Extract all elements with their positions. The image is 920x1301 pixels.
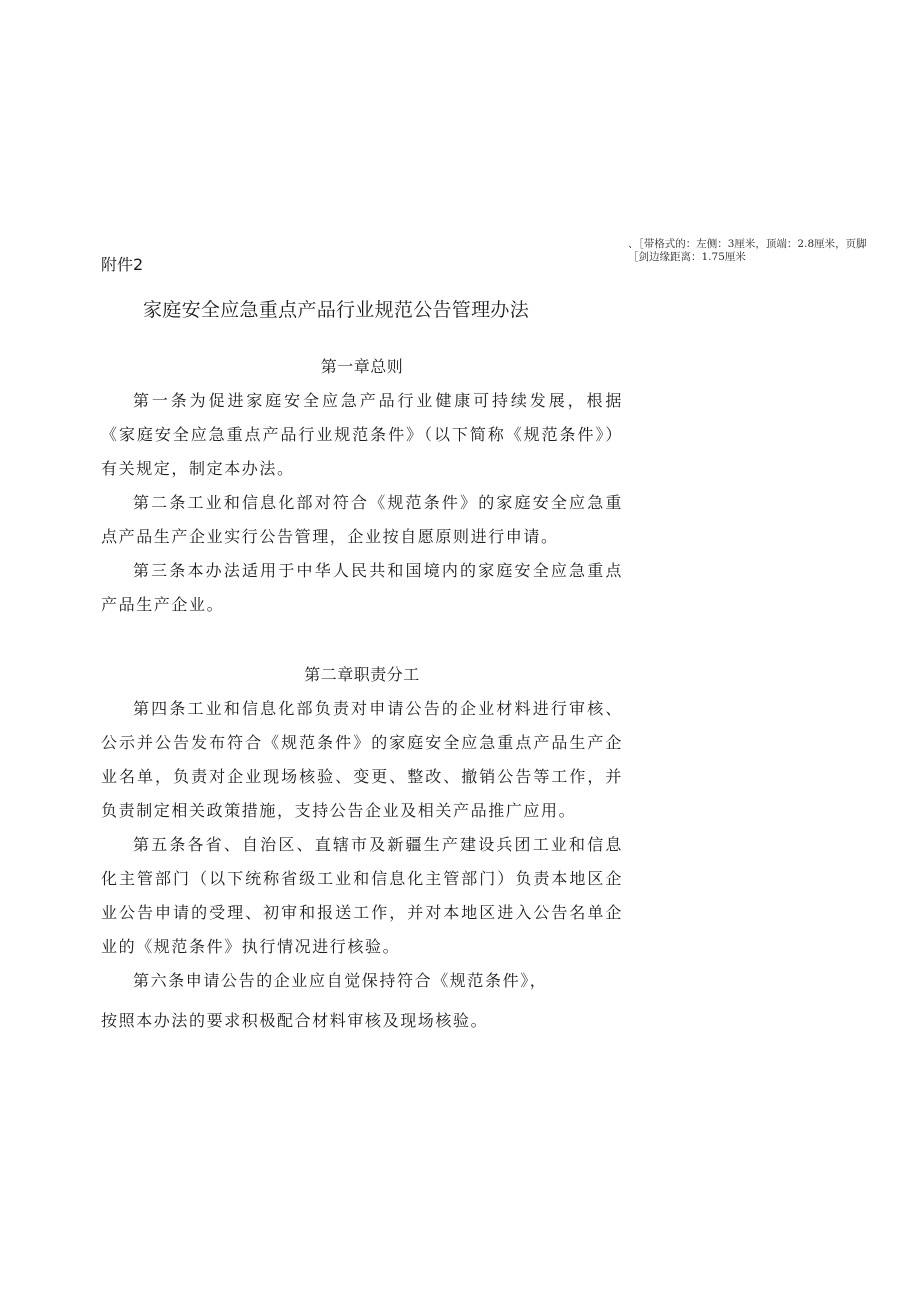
article-6-continuation: 按照本办法的要求积极配合材料审核及现场核验。	[101, 1011, 489, 1030]
document-body	[101, 350, 623, 1038]
formatting-margin-note	[628, 238, 908, 264]
margin-note-line-1: 、［带格式的：左侧：3厘米，顶端：2.8厘米，页脚	[628, 238, 867, 250]
article-5: 第五条各省、自治区、直辖市及新疆生产建设兵团工业和信息化主管部门（以下统称省级工业和信息化主管部门）负责本地区企业公告申请的受理、初审和报送工作，并对本地区进入公告名单企业的《规范条件》执行情况进行核验。	[101, 835, 623, 956]
document-title: 家庭安全应急重点产品行业规范公告管理办法	[143, 299, 530, 321]
article-1: 第一条为促进家庭安全应急产品行业健康可持续发展，根据《家庭安全应急重点产品行业规范条件》（以下简称《规范条件》）有关规定，制定本办法。	[101, 391, 623, 478]
article-2: 第二条工业和信息化部对符合《规范条件》的家庭安全应急重点产品生产企业实行公告管理，企业按自愿原则进行申请。	[101, 493, 623, 546]
attachment-label: 附件2	[101, 255, 144, 274]
article-4: 第四条工业和信息化部负责对申请公告的企业材料进行审核、公示并公告发布符合《规范条件》的家庭安全应急重点产品生产企业名单，负责对企业现场核验、变更、整改、撤销公告等工作，并负责制定相关政策措施，支持公告企业及相关产品推广应用。	[101, 699, 623, 820]
margin-note-line-2: ［剑边缘距离：1.75厘米	[628, 251, 746, 263]
chapter-2-heading: 第二章职责分工	[304, 665, 420, 684]
article-6: 第六条申请公告的企业应自觉保持符合《规范条件》，	[133, 971, 548, 990]
article-3: 第三条本办法适用于中华人民共和国境内的家庭安全应急重点产品生产企业。	[101, 561, 623, 614]
chapter-1-heading: 第一章总则	[320, 357, 404, 376]
